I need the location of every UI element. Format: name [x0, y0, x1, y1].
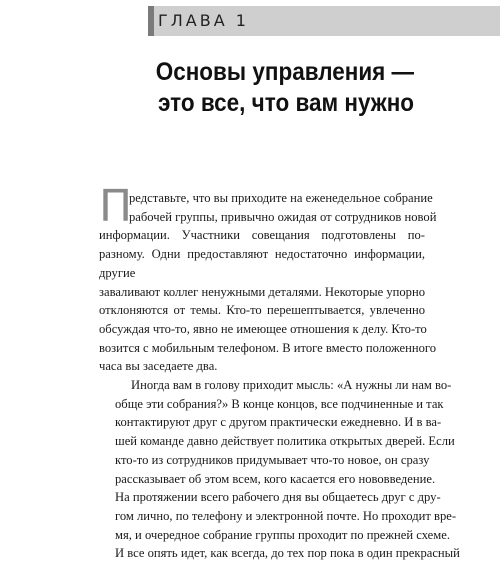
- text-line: рассказывает об этом всем, кого касается его нововведение.: [115, 471, 436, 486]
- text-line: обще эти собрания?» В конце концов, все подчиненные и так: [115, 396, 444, 411]
- text-line: шей команде давно действует политика открытых дверей. Если: [115, 434, 455, 449]
- text-line: информации. Участники совещания подготовлены по-разному. Одни предоставляют недостаточно информации, другие: [99, 228, 425, 280]
- drop-cap: П: [99, 181, 133, 232]
- paragraph-1: [99, 181, 437, 376]
- text-line: мя, и очередное собрание группы проходит по прежней схеме.: [115, 527, 450, 542]
- text-line: отклоняются от темы. Кто-то перешептывается, увлеченно: [99, 303, 425, 318]
- chapter-title: [156, 57, 414, 119]
- text-line: Иногда вам в голову приходит мысль: «А нужны ли нам во-: [131, 378, 452, 393]
- text-line: гом лично, по телефону и электронной почте. Но проходит вре-: [115, 508, 457, 523]
- text-line: часа вы заседаете два.: [99, 359, 218, 374]
- chapter-title-line-2: это все, что вам нужно: [157, 89, 414, 117]
- text-line: контактируют друг с другом практически ежедневно. И в ва-: [115, 415, 442, 430]
- body-text: [99, 181, 460, 563]
- chapter-title-line-1: Основы управления —: [155, 58, 414, 86]
- text-line: рабочей группы, привычно ожидая от сотрудников новой: [129, 209, 437, 224]
- paragraph-2: [99, 376, 460, 563]
- text-line: И все опять идет, как всегда, до тех пор пока в один прекрасный: [115, 546, 460, 561]
- text-line: редставьте, что вы приходите на еженедельное собрание: [129, 191, 433, 205]
- text-line: На протяжении всего рабочего дня вы общаетесь друг с дру-: [115, 490, 441, 505]
- text-line: возится с мобильным телефоном. В итоге вместо положенного: [99, 340, 437, 355]
- text-line: обсуждая что-то, явно не имеющее отношения к делу. Кто-то: [99, 321, 427, 336]
- text-line: заваливают коллег ненужными деталями. Некоторые упорно: [99, 284, 425, 299]
- chapter-label: ГЛАВА 1: [158, 11, 249, 30]
- text-line: кто-то из сотрудников придумывает что-то новое, он сразу: [115, 452, 430, 467]
